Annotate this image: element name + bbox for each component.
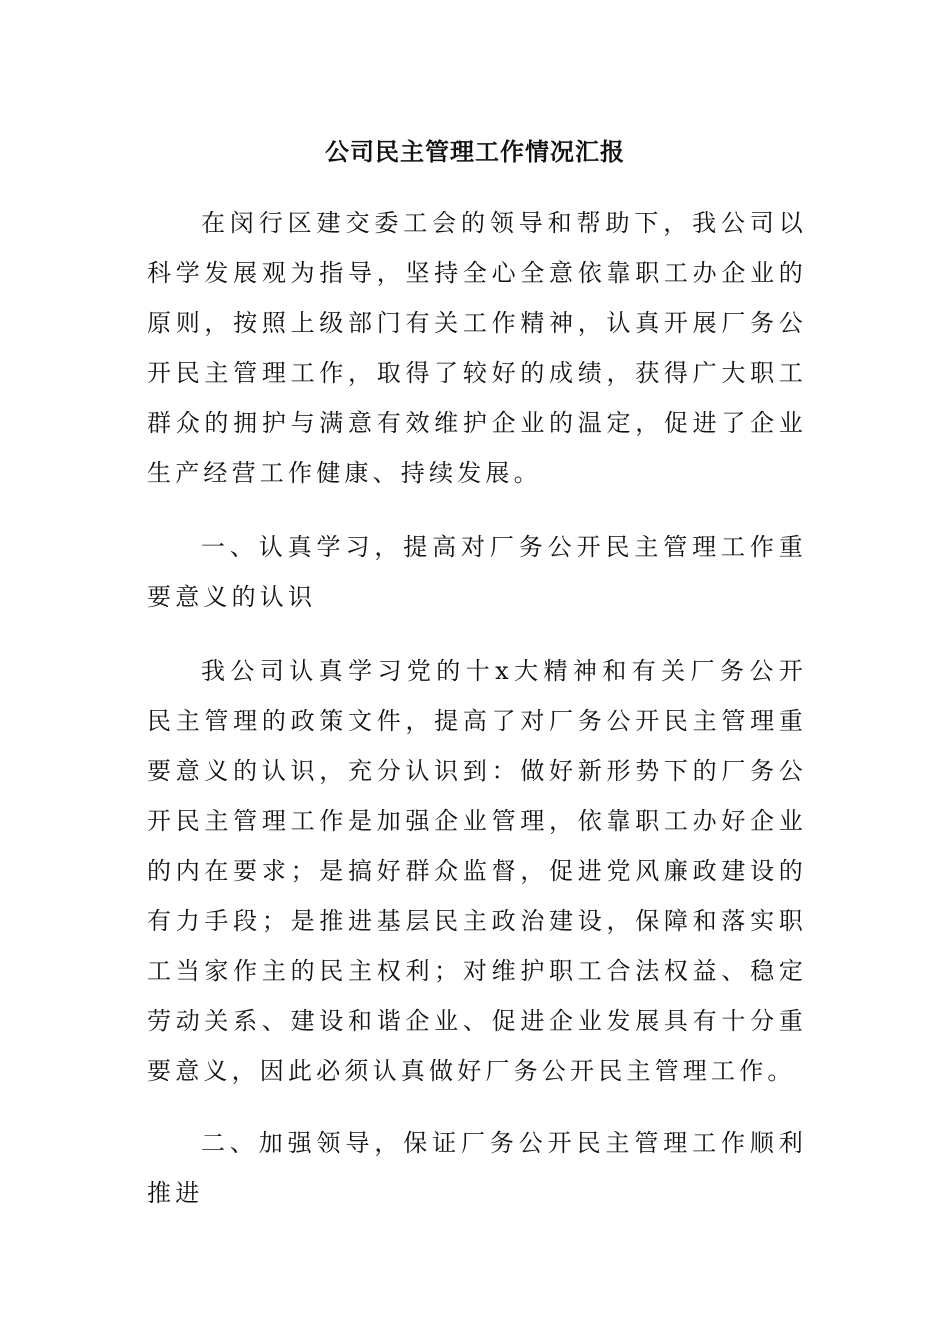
document-title: 公司民主管理工作情况汇报: [325, 137, 625, 166]
section-heading-2: 二、加强领导，保证厂务公开民主管理工作顺利推进: [147, 1129, 807, 1207]
section-heading-1: 一、认真学习，提高对厂务公开民主管理工作重要意义的认识: [147, 533, 807, 611]
section-1-paragraph: 我公司认真学习党的十x大精神和有关厂务公开民主管理的政策文件，提高了对厂务公开民主管理重要意义的认识，充分认识到：做好新形势下的厂务公开民主管理工作是加强企业管理，依靠职工办好企业的内在要求；是搞好群众监督，促进党风廉政建设的有力手段；是推进基层民主政治建设，保障和落实职工当家作主的民主权利；对维护职工合法权益、稳定劳动关系、建设和谐企业、促进企业发展具有十分重要意义，因此必须认真做好厂务公开民主管理工作。: [147, 657, 807, 1085]
intro-paragraph: 在闵行区建交委工会的领导和帮助下，我公司以科学发展观为指导，坚持全心全意依靠职工办企业的原则，按照上级部门有关工作精神，认真开展厂务公开民主管理工作，取得了较好的成绩，获得广大职工群众的拥护与满意有效维护企业的温定，促进了企业生产经营工作健康、持续发展。: [147, 209, 807, 487]
